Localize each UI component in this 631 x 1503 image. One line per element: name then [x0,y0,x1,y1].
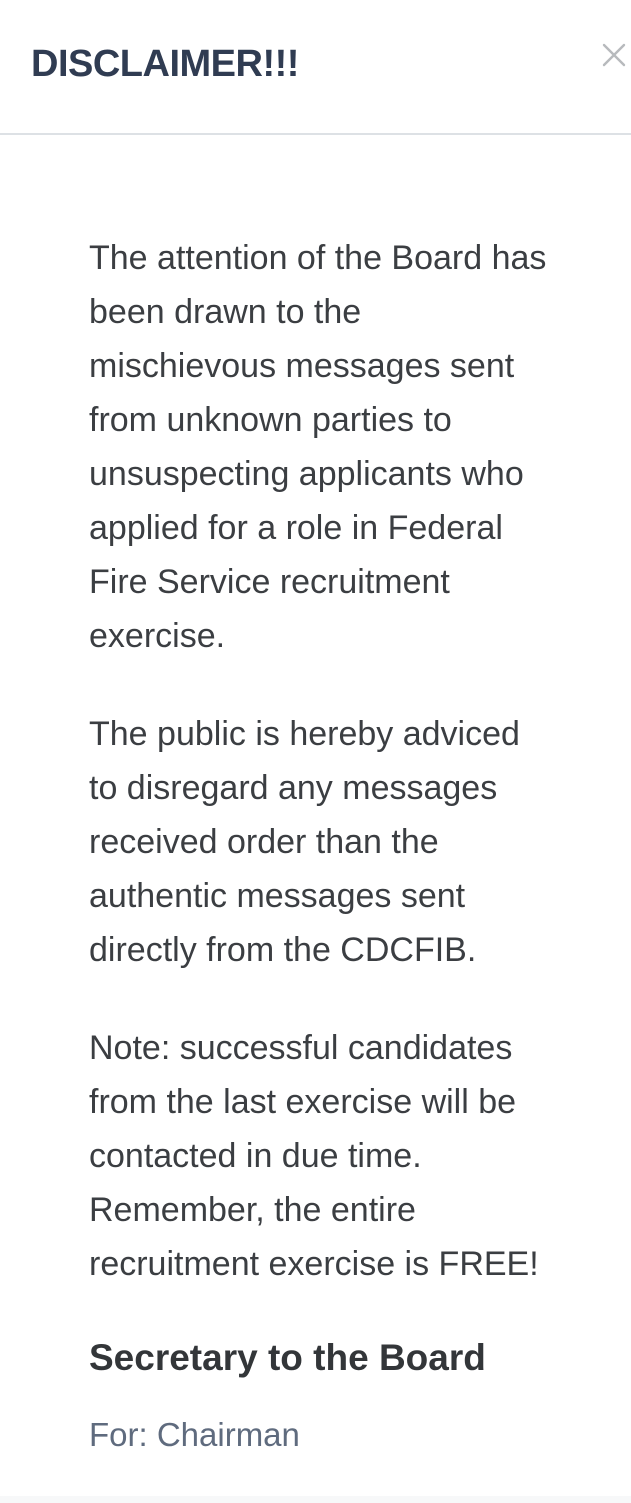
modal-title: DISCLAIMER!!! [31,43,299,85]
text-line: Remember, the entire [89,1191,416,1229]
modal-header [0,0,631,135]
text-line: Note: successful candidates [89,1029,513,1067]
text-line: directly from the CDCFIB. [89,931,477,969]
text-line: authentic messages sent [89,877,466,915]
text-line: from the last exercise will be [89,1083,517,1121]
text-line: been drawn to the [89,293,362,331]
paragraph-note [89,1021,591,1291]
text-line: The attention of the Board has [89,239,547,277]
footer-strip [0,1496,631,1503]
text-line: to disregard any messages [89,769,498,807]
text-line: received order than the [89,823,439,861]
text-line: mischievous messages sent [89,347,515,385]
text-line: Fire Service recruitment [89,563,450,601]
text-line: unsuspecting applicants who [89,455,524,493]
text-line: exercise. [89,617,226,655]
modal-body [0,135,631,1455]
close-button[interactable] [598,39,630,71]
text-line: recruitment exercise is FREE! [89,1245,539,1283]
paragraph-attention [89,231,591,663]
text-line: applied for a role in Federal [89,509,503,547]
text-line: from unknown parties to [89,401,452,439]
signature-title: Secretary to the Board [89,1337,486,1378]
close-icon [601,42,627,68]
text-line: contacted in due time. [89,1137,422,1175]
paragraph-advice [89,707,591,977]
text-line: The public is hereby adviced [89,715,520,753]
signature-for: For: Chairman [89,1416,300,1453]
